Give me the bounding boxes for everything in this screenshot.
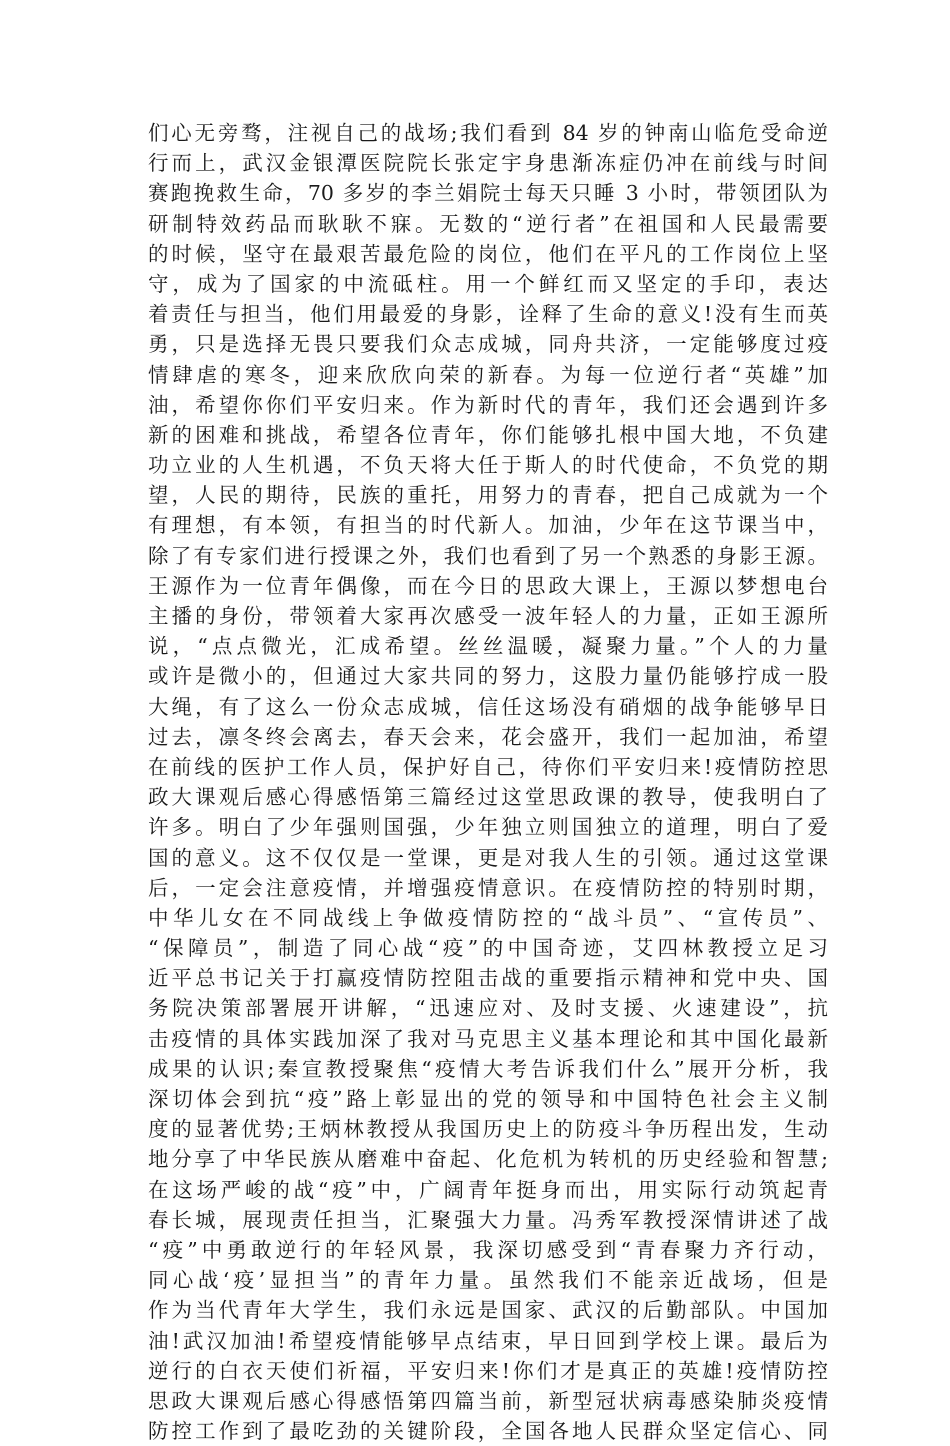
text-line: 赛跑挽救生命，70 多岁的李兰娟院士每天只睡 3 小时，带领团队为 bbox=[148, 181, 828, 206]
text-line: 深切体会到抗“疫”路上彰显出的党的领导和中国特色社会主义制 bbox=[148, 1087, 828, 1111]
text-line: 过去，凛冬终会离去，春天会来，花会盛开，我们一起加油，希望 bbox=[148, 724, 828, 749]
text-line: 功立业的人生机遇，不负天将大任于斯人的时代使命，不负党的期 bbox=[148, 453, 828, 478]
text-line: 情肆虐的寒冬，迎来欣欣向荣的新春。为每一位逆行者“英雄”加 bbox=[148, 362, 828, 387]
text-line: “保障员”，制造了同心战“疫”的中国奇迹，艾四林教授立足习 bbox=[148, 936, 828, 961]
text-line: 国的意义。这不仅仅是一堂课，更是对我人生的引领。通过这堂课 bbox=[148, 845, 828, 870]
text-line: 有理想，有本领，有担当的时代新人。加油，少年在这节课当中， bbox=[148, 513, 828, 538]
text-line: 春长城，展现责任担当，汇聚强大力量。冯秀军教授深情讲述了战 bbox=[148, 1207, 828, 1232]
text-line: 务院决策部署展开讲解，“迅速应对、及时支援、火速建设”，抗 bbox=[148, 996, 828, 1021]
text-line: 思政大课观后感心得感悟第四篇当前，新型冠状病毒感染肺炎疫情 bbox=[148, 1388, 828, 1413]
text-line: 度的显著优势;王炳林教授从我国历史上的防疫斗争历程出发，生动 bbox=[148, 1117, 828, 1142]
text-line: 望，人民的期待，民族的重托，用努力的青春，把自己成就为一个 bbox=[148, 483, 828, 508]
text-line: 的时候，坚守在最艰苦最危险的岗位，他们在平凡的工作岗位上坚 bbox=[148, 241, 828, 266]
text-line: 们心无旁骛，注视自己的战场;我们看到 84 岁的钟南山临危受命逆 bbox=[148, 121, 828, 145]
text-line: 行而上，武汉金银潭医院院长张定宇身患渐冻症仍冲在前线与时间 bbox=[148, 151, 828, 176]
text-line: 油，希望你你们平安归来。作为新时代的青年，我们还会遇到许多 bbox=[148, 392, 828, 417]
text-line: 大绳，有了这么一份众志成城，信任这场没有硝烟的战争能够早日 bbox=[148, 694, 828, 719]
text-line: 政大课观后感心得感悟第三篇经过这堂思政课的教导，使我明白了 bbox=[148, 785, 828, 810]
text-line: 主播的身份，带领着大家再次感受一波年轻人的力量，正如王源所 bbox=[148, 604, 828, 628]
text-line: 地分享了中华民族从磨难中奋起、化危机为转机的历史经验和智慧; bbox=[148, 1147, 828, 1172]
text-line: 近平总书记关于打赢疫情防控阻击战的重要指示精神和党中央、国 bbox=[148, 966, 828, 991]
text-line: 王源作为一位青年偶像，而在今日的思政大课上，王源以梦想电台 bbox=[148, 573, 828, 598]
text-line: 除了有专家们进行授课之外，我们也看到了另一个熟悉的身影王源。 bbox=[148, 543, 828, 568]
text-line: 在前线的医护工作人员，保护好自己，待你们平安归来!疫情防控思 bbox=[148, 754, 828, 779]
text-line: 守，成为了国家的中流砥柱。用一个鲜红而又坚定的手印，表达 bbox=[148, 271, 828, 296]
text-line: 或许是微小的，但通过大家共同的努力，这股力量仍能够拧成一股 bbox=[148, 664, 828, 689]
body-text bbox=[148, 118, 828, 1446]
text-line: 在这场严峻的战“疫”中，广阔青年挺身而出，用实际行动筑起青 bbox=[148, 1177, 828, 1202]
text-line: 后，一定会注意疫情，并增强疫情意识。在疫情防控的特别时期， bbox=[148, 875, 828, 900]
text-line: 防控工作到了最吃劲的关键阶段，全国各地人民群众坚定信心、同 bbox=[148, 1419, 828, 1444]
text-line: 新的困难和挑战，希望各位青年，你们能够扎根中国大地，不负建 bbox=[148, 422, 828, 447]
text-line: 击疫情的具体实践加深了我对马克思主义基本理论和其中国化最新 bbox=[148, 1026, 828, 1051]
text-line: 成果的认识;秦宣教授聚焦“疫情大考告诉我们什么”展开分析，我 bbox=[148, 1056, 828, 1081]
text-line: 同心战‘疫’显担当”的青年力量。虽然我们不能亲近战场，但是 bbox=[148, 1268, 828, 1293]
text-line: 作为当代青年大学生，我们永远是国家、武汉的后勤部队。中国加 bbox=[148, 1298, 828, 1323]
text-line: 油!武汉加油!希望疫情能够早点结束，早日回到学校上课。最后为 bbox=[148, 1328, 828, 1353]
text-line: 勇，只是选择无畏只要我们众志成城，同舟共济，一定能够度过疫 bbox=[148, 332, 828, 357]
text-line: “疫”中勇敢逆行的年轻风景，我深切感受到“青春聚力齐行动， bbox=[148, 1237, 828, 1262]
text-line: 着责任与担当，他们用最爱的身影，诠释了生命的意义!没有生而英 bbox=[148, 302, 828, 327]
text-line: 逆行的白衣天使们祈福，平安归来!你们才是真正的英雄!疫情防控 bbox=[148, 1358, 828, 1383]
text-line: 说，“点点微光，汇成希望。丝丝温暖，凝聚力量。”个人的力量 bbox=[148, 634, 828, 659]
text-line: 研制特效药品而耿耿不寐。无数的“逆行者”在祖国和人民最需要 bbox=[148, 211, 828, 236]
text-line: 中华儿女在不同战线上争做疫情防控的“战斗员”、“宣传员”、 bbox=[148, 905, 828, 930]
text-line: 许多。明白了少年强则国强，少年独立则国独立的道理，明白了爱 bbox=[148, 815, 828, 840]
